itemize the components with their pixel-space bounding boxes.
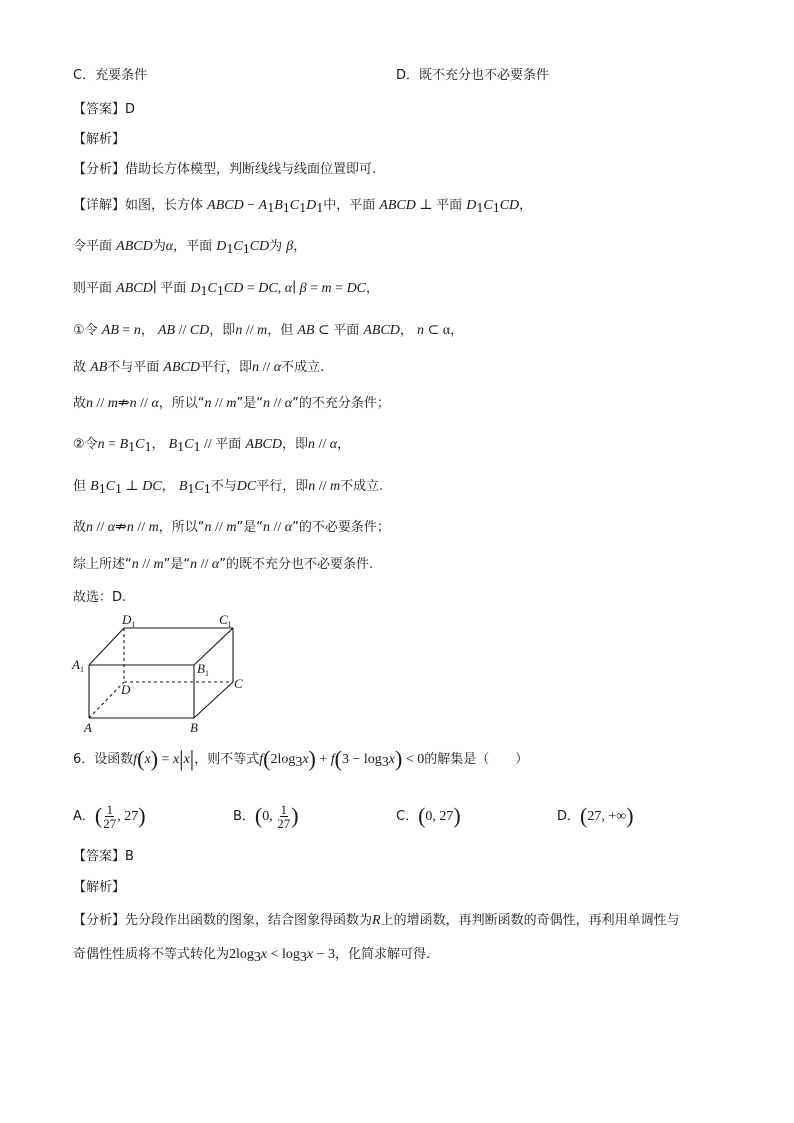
question-6-stem: 6．设函数f(x) = x|x|，则不等式$f(2\log_3x) + f(3 - \log_3x) < 0$的解集是（ ） <box>73 746 529 771</box>
q6-answer-line: 【答案】B <box>73 849 134 864</box>
label-a: A <box>84 720 92 735</box>
option-b: B．(0, $\frac{1}{27}$ ) <box>233 802 299 831</box>
label-b: B <box>190 720 198 735</box>
label-b1: $B_1$ <box>197 661 209 678</box>
label-c: C <box>234 676 243 691</box>
label-c1: $C_1$ <box>219 612 232 629</box>
answer-label: 【答案】 <box>73 102 126 117</box>
label-a1: $A_1$ <box>72 657 84 674</box>
conclusion: 故选：D. <box>73 590 127 605</box>
detail-line-5: 故 AB不与平面 ABCD平行，即n // α不成立. <box>73 360 325 375</box>
edge-bc <box>194 682 233 718</box>
detail-line-3: 则平面 ABCD∣ 平面 $D_1C_1CD$ = DC, α∣ β = m = DC， <box>73 281 380 299</box>
detail-line-7: ②令$n = B_1C_1$， $B_1C_1$ // 平面 ABCD，即n // α， <box>73 437 351 455</box>
option-c: C．充要条件 <box>73 68 148 83</box>
fenxi-line: 【分析】借助长方体模型，判断线线与线面位置即可. <box>73 162 377 177</box>
edge-b1c1 <box>194 628 233 665</box>
cuboid-figure <box>66 610 256 740</box>
detail-line-1: 【详解】如图，长方体 ABCD − $A_1B_1C_1D_1$中，平面 ABCD ⊥ 平面 $D_1C_1CD$， <box>73 198 533 216</box>
answer-line <box>73 101 135 119</box>
detail-line-10: 综上所述“n // m”是“n // α”的既不充分也不必要条件. <box>73 557 374 572</box>
label-d: D <box>121 682 131 697</box>
option-d: D．(27, +∞) <box>557 803 634 828</box>
answer-value: D <box>125 102 136 117</box>
jiexi-label: 【解析】 <box>73 132 126 147</box>
label-d1: $D_1$ <box>122 612 136 629</box>
option-a: A．( $\frac{1}{27}$ , 27) <box>73 802 146 831</box>
detail-line-9: 故n // α⇏n // m，所以“n // m”是“n // α”的不必要条件； <box>73 520 390 535</box>
edge-ad-hidden <box>89 682 124 718</box>
detail-line-6: 故n // m⇏n // α，所以“n // m”是“n // α”的不充分条件； <box>73 396 390 411</box>
detail-line-2: 令平面 ABCD为α，平面 $D_1C_1CD$为 β， <box>73 239 307 257</box>
option-d: D．既不充分也不必要条件 <box>396 68 550 83</box>
edge-a1d1 <box>89 628 124 665</box>
option-c: C．(0, 27) <box>396 803 461 828</box>
detail-line-4: ①令 AB = n， AB // CD，即n // m，但 AB ⊂ 平面 ABCD， n ⊂ α， <box>73 323 464 338</box>
q6-fenxi-line-1: 【分析】先分段作出函数的图象，结合图象得函数为R上的增函数，再判断函数的奇偶性，再利用单调性与 <box>73 913 680 928</box>
q6-jiexi-label: 【解析】 <box>73 880 126 895</box>
q6-fenxi-line-2: 奇偶性性质将不等式转化为$2\log_3x < \log_3x - 3$，化简求解可得. <box>73 947 431 965</box>
detail-line-8: 但 $B_1C_1$ ⊥ DC， $B_1C_1$不与DC平行，即n // m不成立. <box>73 479 384 497</box>
